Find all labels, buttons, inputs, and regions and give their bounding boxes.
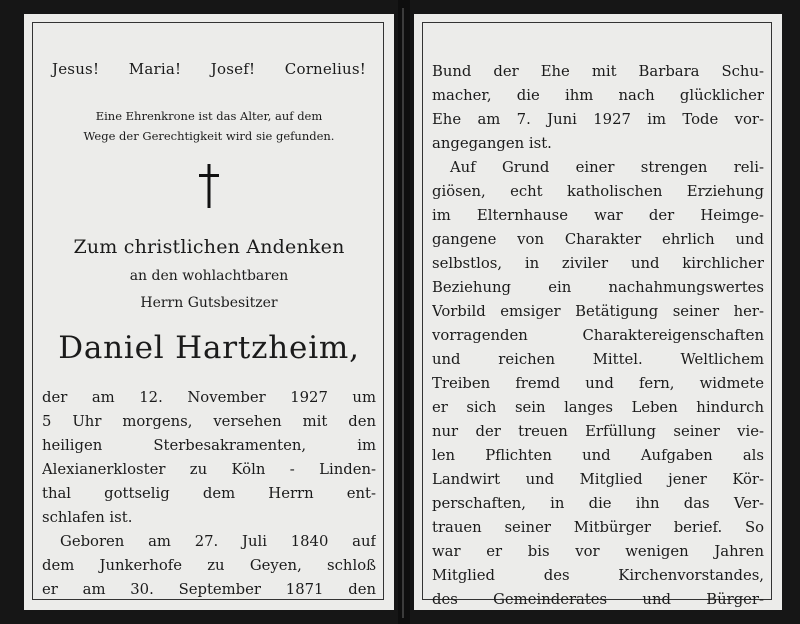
text-line: des Gemeinderates und Bürger- — [432, 591, 764, 608]
invocation-josef: Josef! — [210, 60, 256, 78]
left-body-text — [42, 386, 376, 602]
text-line: er sich sein langes Leben hindurch — [432, 399, 764, 416]
cross-icon — [199, 164, 219, 212]
invocation-jesus: Jesus! — [52, 60, 100, 78]
text-line: vorragenden Charaktereigenschaften — [432, 327, 764, 344]
invocation-maria: Maria! — [128, 60, 182, 78]
text-line: Beziehung ein nachahmungswertes — [432, 279, 764, 296]
text-line: thal gottselig dem Herrn ent- — [42, 485, 376, 502]
text-line: selbstlos, in ziviler und kirchlicher — [432, 255, 764, 272]
text-line: Alexianerkloster zu Köln - Linden- — [42, 461, 376, 478]
fold-crease — [402, 8, 404, 618]
text-line: perschaften, in die ihn das Ver- — [432, 495, 764, 512]
text-line: Geboren am 27. Juli 1840 auf — [60, 533, 376, 550]
text-line: nur der treuen Erfüllung seiner vie- — [432, 423, 764, 440]
text-line: er am 30. September 1871 den — [42, 581, 376, 598]
text-line: der am 12. November 1927 um — [42, 389, 376, 406]
text-line: heiligen Sterbesakramenten, im — [42, 437, 376, 454]
right-page-content — [432, 14, 764, 610]
right-page — [414, 14, 782, 610]
text-line: Treiben fremd und fern, widmete — [432, 375, 764, 392]
text-line: Bund der Ehe mit Barbara Schu- — [432, 63, 764, 80]
text-line: Auf Grund einer strengen reli- — [450, 159, 764, 176]
motto-line-1: Eine Ehrenkrone ist das Alter, auf dem — [95, 109, 323, 123]
motto-line-2: Wege der Gerechtigkeit wird sie gefunden. — [83, 129, 335, 143]
text-line: Ehe am 7. Juni 1927 im Tode vor- — [432, 111, 764, 128]
text-line: dem Junkerhofe zu Geyen, schloß — [42, 557, 376, 574]
memorial-heading: Zum christlichen Andenken — [73, 236, 345, 258]
card-fold — [398, 0, 410, 624]
text-line: schlafen ist. — [42, 509, 133, 526]
memorial-subheading-2: Herrn Gutsbesitzer — [140, 295, 278, 311]
text-line: macher, die ihm nach glücklicher — [432, 87, 764, 104]
text-line: und reichen Mittel. Weltlichem — [432, 351, 764, 368]
deceased-name: Daniel Hartzheim, — [58, 330, 360, 366]
left-page — [24, 14, 394, 610]
text-line: Mitglied des Kirchenvorstandes, — [432, 567, 764, 584]
left-page-content — [42, 14, 376, 610]
text-line: war er bis vor wenigen Jahren — [432, 543, 764, 560]
memorial-subheading-1: an den wohlachtbaren — [129, 268, 289, 284]
invocation-cornelius: Cornelius! — [284, 60, 366, 78]
text-line: 5 Uhr morgens, versehen mit den — [42, 413, 376, 430]
text-line: giösen, echt katholischen Erziehung — [432, 183, 764, 200]
motto-verse — [42, 106, 376, 146]
text-line: Vorbild emsiger Betätigung seiner her- — [432, 303, 764, 320]
text-line: im Elternhause war der Heimge- — [432, 207, 764, 224]
text-line: gangene von Charakter ehrlich und — [432, 231, 764, 248]
right-body-text — [432, 60, 764, 612]
text-line: Landwirt und Mitglied jener Kör- — [432, 471, 764, 488]
text-line: angegangen ist. — [432, 135, 552, 152]
text-line: trauen seiner Mitbürger berief. So — [432, 519, 764, 536]
text-line: len Pflichten und Aufgaben als — [432, 447, 764, 464]
invocation-line — [42, 60, 376, 78]
